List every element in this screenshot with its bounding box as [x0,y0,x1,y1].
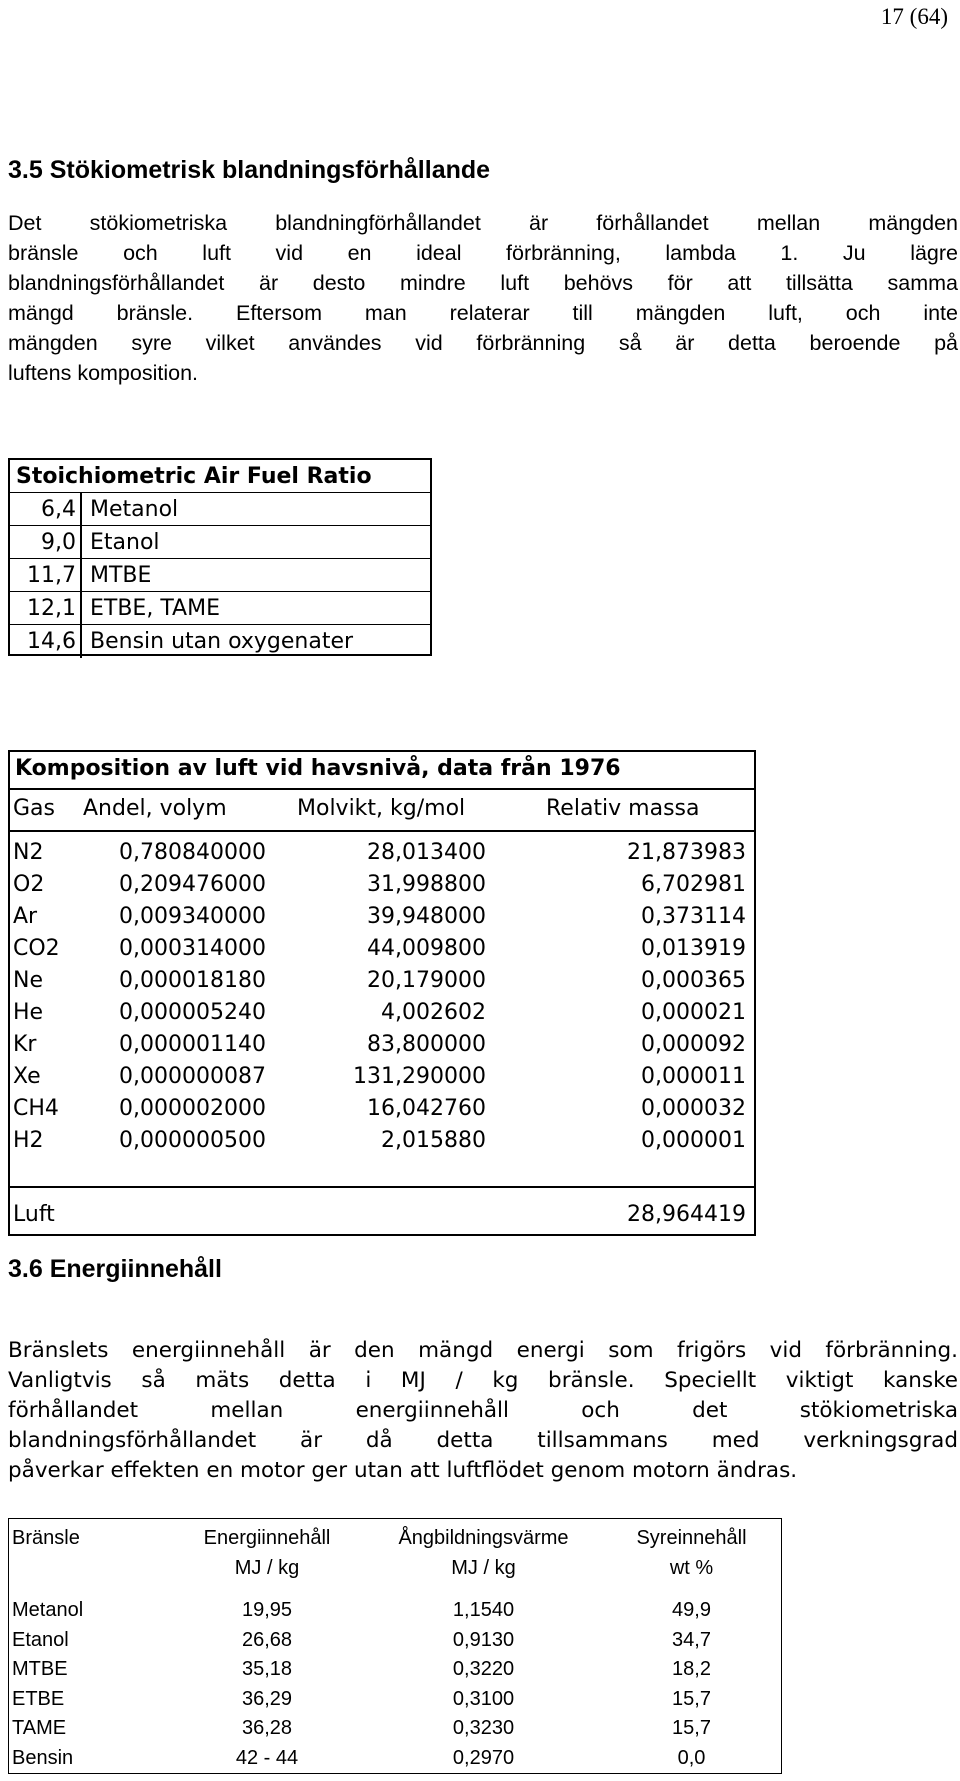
table-cell: 0,009340000 [119,904,266,929]
table-cell: 0,000011 [641,1064,746,1089]
column-divider [80,559,82,591]
column-header: Andel, volym [83,796,227,821]
fuel-name: Metanol [12,1599,84,1621]
paragraph-line: blandningsförhållandet är desto mindre luft behövs för att tillsätta samma [8,271,958,295]
column-divider [80,625,82,658]
column-divider [80,592,82,624]
table-cell: 15,7 [672,1687,711,1710]
table-cell: 131,290000 [353,1064,486,1089]
table-cell: 18,2 [672,1658,711,1680]
fuel-name: TAME [12,1717,67,1739]
column-divider [80,526,82,558]
gas-name: Xe [13,1064,41,1089]
paragraph-line: mängden syre vilket användes vid förbränning så är detta beroende på [8,331,958,355]
gas-name: O2 [13,872,45,897]
table-cell: 0,013919 [641,936,746,961]
gas-name: Ne [13,968,43,993]
afr-fuel: Bensin utan oxygenater [90,629,354,654]
table-cell: 34,7 [672,1628,711,1651]
afr-fuel: MTBE [90,563,152,588]
table-cell: 83,800000 [367,1032,486,1057]
table-cell: 36,29 [241,1687,293,1710]
gas-name: Kr [13,1032,37,1057]
unit-label: MJ / kg [451,1557,516,1579]
table-cell: 0,000005240 [119,1000,266,1025]
table-cell: 0,000000087 [119,1064,266,1089]
paragraph-line: Det stökiometriska blandningförhållandet är förhållandet mellan mängden [8,211,958,235]
fuel-name: MTBE [12,1658,68,1680]
afr-value: 6,4 [41,497,76,522]
table-cell: 19,95 [241,1599,293,1621]
column-header: Gas [13,796,55,821]
total-label: Luft [13,1202,55,1227]
afr-value: 9,0 [41,530,76,555]
table-cell: 35,18 [241,1658,293,1680]
afr-fuel: Etanol [90,530,160,555]
paragraph-line: påverkar effekten en motor ger utan att luftflödet genom motorn ändras. [8,1458,798,1483]
paragraph-line: mängd bränsle. Eftersom man relaterar till mängden luft, och inte [8,301,958,325]
air-table-title: Komposition av luft vid havsnivå, data från 1976 [15,756,621,781]
column-header: Syreinnehåll [636,1527,747,1549]
gas-name: N2 [13,840,44,865]
fuel-name: Bensin [12,1746,74,1769]
column-header: Relativ massa [546,796,700,821]
table-cell: 21,873983 [627,840,746,865]
gas-name: CH4 [13,1096,59,1121]
table-cell: 2,015880 [381,1128,486,1153]
column-header: Molvikt, kg/mol [297,796,466,821]
section-3-6-paragraph [8,1336,958,1486]
paragraph-line: förhållandet mellan energiinnehåll och det stökiometriska [8,1398,958,1423]
afr-table-title: Stoichiometric Air Fuel Ratio [10,460,430,493]
table-cell: 4,002602 [381,1000,486,1025]
table-cell: 44,009800 [367,936,486,961]
table-cell: 16,042760 [367,1096,486,1121]
table-cell: 39,948000 [367,904,486,929]
section-3-5-paragraph [8,208,958,388]
table-cell: 0,2970 [452,1746,515,1769]
table-cell: 0,3230 [452,1717,515,1739]
table-cell: 36,28 [241,1717,293,1739]
afr-table [8,458,432,656]
section-heading-3-5: 3.5 Stökiometrisk blandningsförhållande [8,156,491,184]
table-cell: 49,9 [672,1599,711,1621]
table-cell: 0,000021 [641,1000,746,1025]
gas-name: He [13,1000,44,1025]
table-row [10,625,430,658]
table-row [10,559,430,592]
table-cell: 42 - 44 [235,1746,299,1769]
total-value: 28,964419 [627,1202,746,1227]
table-cell: 0,000092 [641,1032,746,1057]
table-cell: 20,179000 [367,968,486,993]
paragraph-line: blandningsförhållandet är då detta tillsammans med verkningsgrad [8,1428,958,1453]
column-divider [80,493,82,525]
table-cell: 0,000314000 [119,936,266,961]
paragraph-line: bränsle och luft vid en ideal förbränning, lambda 1. Ju lägre [8,241,958,265]
paragraph-line: Bränslets energiinnehåll är den mängd energi som frigörs vid förbränning. [8,1338,958,1363]
gas-name: Ar [13,904,38,929]
column-header: Ångbildningsvärme [398,1527,569,1549]
afr-value: 14,6 [27,629,76,654]
paragraph-line: luftens komposition. [8,361,199,385]
table-cell: 0,9130 [452,1628,515,1651]
unit-label: wt % [669,1557,714,1579]
divider [10,1186,754,1188]
table-cell: 1,1540 [452,1599,515,1621]
afr-fuel: Metanol [90,497,179,522]
afr-value: 12,1 [27,596,76,621]
section-heading-3-6: 3.6 Energiinnehåll [8,1255,222,1283]
table-row [10,592,430,625]
table-cell: 0,3220 [452,1658,515,1680]
divider [10,788,754,790]
energy-table [8,1518,782,1774]
table-cell: 0,209476000 [119,872,266,897]
table-cell: 31,998800 [367,872,486,897]
table-cell: 0,000365 [641,968,746,993]
gas-name: CO2 [13,936,60,961]
table-cell: 0,373114 [641,904,746,929]
column-header: Bränsle [12,1527,80,1549]
table-row [10,526,430,559]
table-cell: 26,68 [241,1628,293,1651]
table-cell: 0,000032 [641,1096,746,1121]
table-cell: 0,3100 [452,1687,515,1710]
afr-value: 11,7 [27,563,76,588]
table-cell: 0,0 [677,1746,706,1769]
table-cell: 0,000001 [641,1128,746,1153]
fuel-name: Etanol [12,1628,69,1651]
air-composition-table [8,750,756,1236]
divider [10,830,754,832]
page-number: 17 (64) [880,4,948,29]
paragraph-line: Vanligtvis så mäts detta i MJ / kg bränsle. Speciellt viktigt kanske [8,1368,958,1393]
table-cell: 0,000018180 [119,968,266,993]
table-cell: 0,780840000 [119,840,266,865]
table-cell: 28,013400 [367,840,486,865]
fuel-name: ETBE [12,1687,65,1710]
gas-name: H2 [13,1128,44,1153]
table-cell: 0,000001140 [119,1032,266,1057]
table-cell: 0,000000500 [119,1128,266,1153]
table-cell: 15,7 [672,1717,711,1739]
unit-label: MJ / kg [234,1557,300,1579]
table-cell: 0,000002000 [119,1096,266,1121]
afr-fuel: ETBE, TAME [90,596,220,621]
column-header: Energiinnehåll [203,1527,331,1549]
table-cell: 6,702981 [641,872,746,897]
table-row [10,493,430,526]
